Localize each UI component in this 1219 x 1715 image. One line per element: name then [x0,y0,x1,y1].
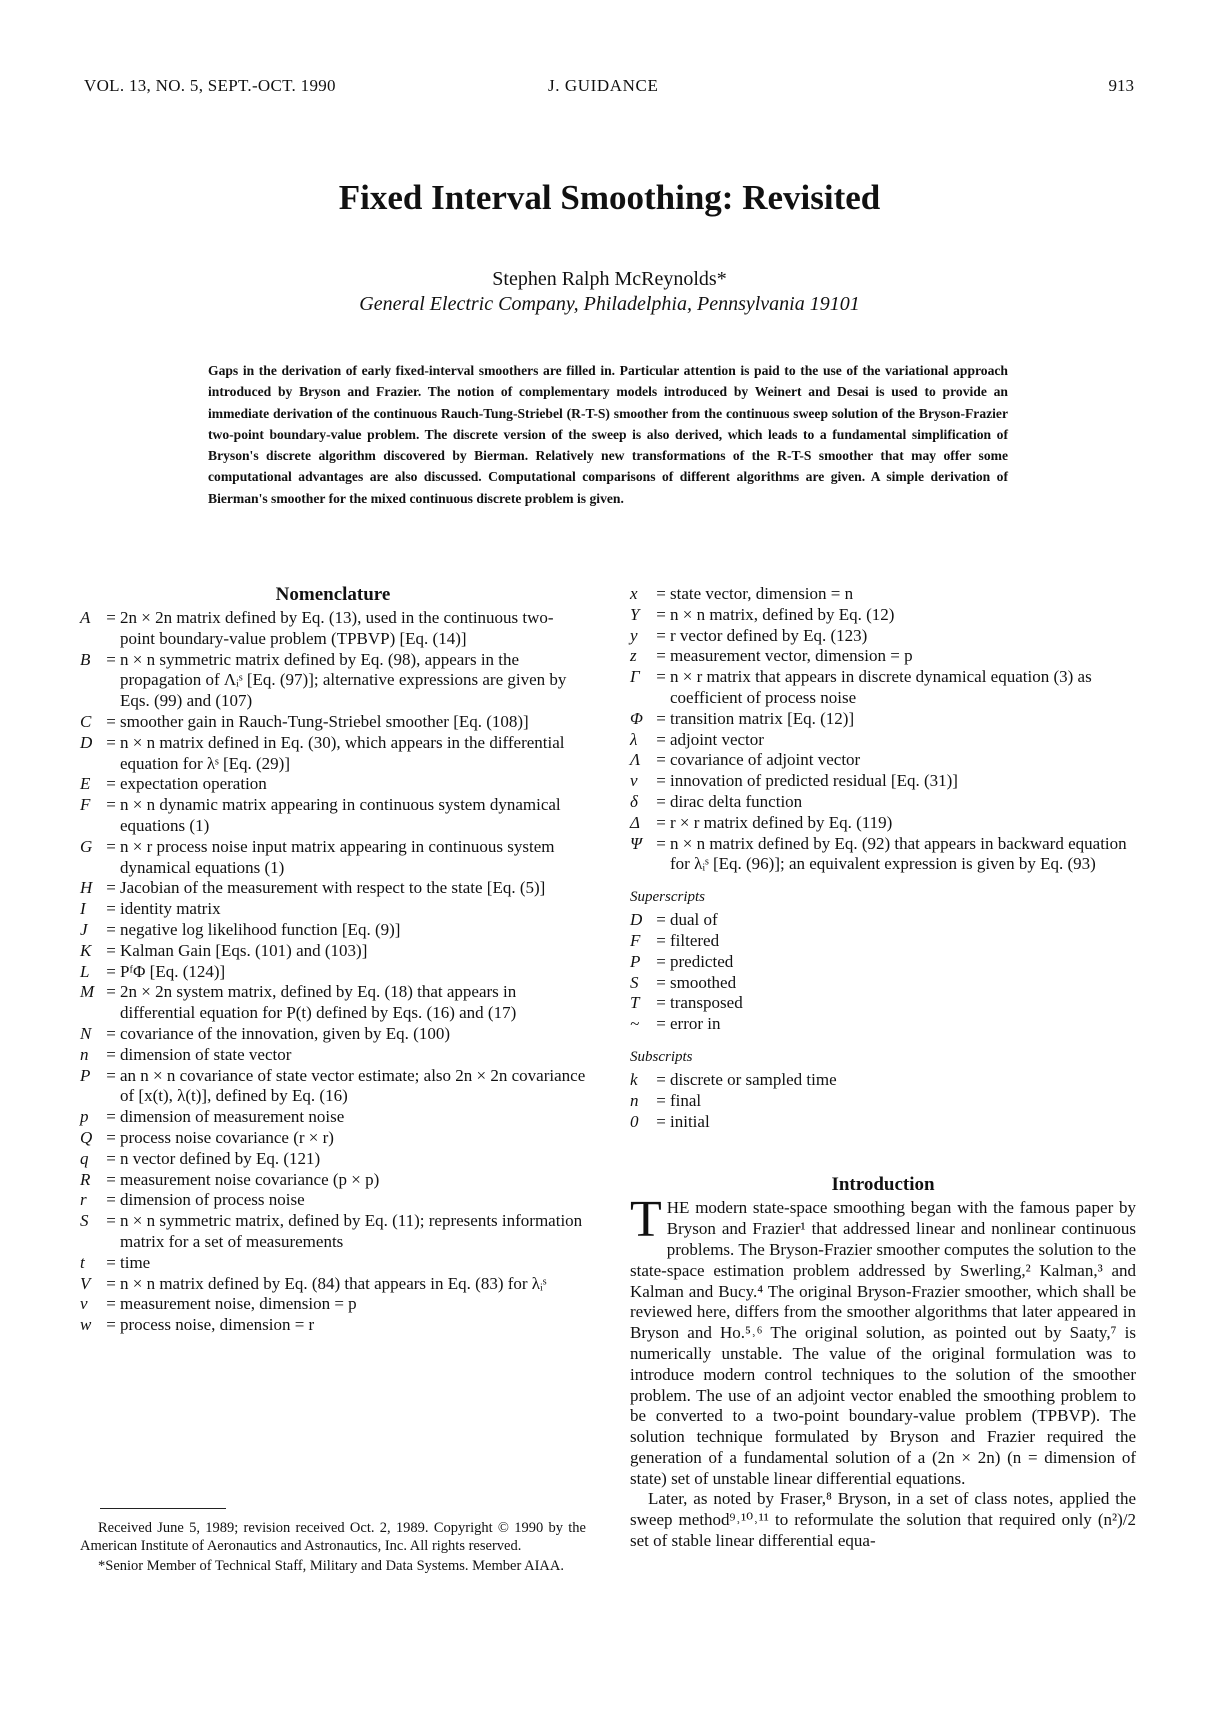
equals-sign: = [656,833,666,853]
nomenclature-definition: r vector defined by Eq. (123) [670,625,868,645]
nomenclature-definition: dimension of process noise [120,1190,305,1210]
nomenclature-symbol: y [630,625,638,645]
nomenclature-symbol: I [80,899,86,919]
nomenclature-entry [80,1294,586,1315]
nomenclature-definition: measurement noise, dimension = p [120,1294,357,1314]
nomenclature-entry [630,952,1136,973]
equals-sign: = [656,667,666,687]
nomenclature-entry [630,646,1136,667]
nomenclature-definition: n × r matrix that appears in discrete dynamical equation (3) as coefficient of process noise [670,667,1092,707]
equals-sign: = [656,1111,666,1131]
page-number: 913 [1108,76,1134,95]
equals-sign: = [106,649,116,669]
nomenclature-definition: filtered [670,930,720,950]
nomenclature-definition: n × n matrix defined by Eq. (84) that appears in Eq. (83) for λᵢˢ [120,1273,547,1293]
running-header [84,76,1134,100]
nomenclature-symbol: Q [80,1127,93,1147]
nomenclature-entry [80,1315,586,1336]
nomenclature-symbol: K [80,940,92,960]
equals-sign: = [106,899,116,919]
intro-paragraph: Later, as noted by Fraser,⁸ Bryson, in a set of class notes, applied the sweep method⁹˒¹⁰˒¹¹ to reformulate the solution that required only (n²)/2 set of stable linear differential equa- [630,1489,1136,1551]
equals-sign: = [106,1065,116,1085]
subscripts-heading: Subscripts [630,1048,693,1065]
nomenclature-definition: final [670,1090,702,1110]
equals-sign: = [656,1014,666,1034]
nomenclature-symbol: P [80,1065,91,1085]
equals-sign: = [656,646,666,666]
nomenclature-entry [630,1070,1136,1091]
nomenclature-symbol: Y [630,604,640,624]
nomenclature-entry [630,973,1136,994]
footnotes [80,1508,586,1576]
nomenclature-entry [630,667,1136,709]
nomenclature-entry [80,837,586,879]
nomenclature-entry [80,1274,586,1295]
equals-sign: = [656,993,666,1013]
drop-cap: T [630,1191,662,1249]
nomenclature-entry [630,584,1136,605]
nomenclature-symbol: D [80,732,93,752]
equals-sign: = [106,1315,116,1335]
intro-paragraph [630,1191,1136,1489]
nomenclature-definition: PᶠΦ [Eq. (124)] [120,961,226,981]
equals-sign: = [656,1069,666,1089]
nomenclature-entry [80,1128,586,1149]
nomenclature-entry [80,795,586,837]
equals-sign: = [106,1044,116,1064]
nomenclature-symbol: v [80,1294,88,1314]
nomenclature-entry [80,733,586,775]
nomenclature-symbol: T [630,993,640,1013]
nomenclature-definition: an n × n covariance of state vector estimate; also 2n × 2n covariance of [x(t), λ(t)], defined by Eq. (16) [120,1065,586,1106]
nomenclature-entry [630,910,1136,931]
nomenclature-symbol: C [80,711,92,731]
right-column [630,584,1136,1552]
nomenclature-entry [80,878,586,899]
nomenclature-entry [80,650,586,712]
nomenclature-heading: Nomenclature [275,584,391,605]
nomenclature-definition: initial [670,1111,710,1131]
nomenclature-symbol: 0 [630,1111,639,1131]
nomenclature-entry [80,712,586,733]
abstract: Gaps in the derivation of early fixed-interval smoothers are filled in. Particular attention is paid to the use of the variational approach introduced by Bryson and Frazier. The notion of complementary models introduced by Weinert and Desai is used to provide an immediate derivation of the continuous Rauch-Tung-Striebel (R-T-S) smoother from the continuous sweep solution of the Bryson-Frazier two-point boundary-value problem. The discrete version of the sweep is also derived, which leads to a fundamental simplification of Bryson's discrete algorithm discovered by Bierman. Relatively new transformations of the R-T-S smoother that may offer some computational advantages are also discussed. Computational comparisons of different algorithms are given. A simple derivation of Bierman's smoother for the mixed continuous discrete problem is given. [208,363,1008,506]
nomenclature-entry [80,982,586,1024]
nomenclature-symbol: Γ [630,667,640,687]
journal-name: J. GUIDANCE [548,76,659,95]
nomenclature-symbol: Δ [630,812,640,832]
nomenclature-definition: transition matrix [Eq. (12)] [670,708,855,728]
nomenclature-definition: dirac delta function [670,791,803,811]
nomenclature-entry [630,750,1136,771]
nomenclature-entry [80,941,586,962]
equals-sign: = [106,774,116,794]
nomenclature-definition: dimension of measurement noise [120,1107,345,1127]
equals-sign: = [106,1127,116,1147]
equals-sign: = [106,1190,116,1210]
nomenclature-definition: Kalman Gain [Eqs. (101) and (103)] [120,940,368,960]
nomenclature-entry [80,1253,586,1274]
nomenclature-definition: n × n dynamic matrix appearing in continuous system dynamical equations (1) [120,795,561,835]
nomenclature-symbol: M [80,982,95,1002]
nomenclature-entry [630,730,1136,751]
nomenclature-symbol: n [80,1044,89,1064]
nomenclature-definition: innovation of predicted residual [Eq. (31)] [670,771,958,791]
equals-sign: = [656,951,666,971]
nomenclature-definition: expectation operation [120,774,267,794]
nomenclature-symbol: J [80,919,88,939]
equals-sign: = [106,1211,116,1231]
equals-sign: = [656,750,666,770]
equals-sign: = [106,1252,116,1272]
nomenclature-symbol: ~ [630,1014,640,1034]
nomenclature-entry [630,1112,1136,1133]
nomenclature-entry [80,899,586,920]
author-name: Stephen Ralph McReynolds* [492,268,727,290]
nomenclature-symbol: z [630,646,637,666]
nomenclature-symbol: Ψ [630,833,642,853]
nomenclature-entry [630,813,1136,834]
superscripts-list [630,910,1136,1035]
nomenclature-symbol: S [630,972,639,992]
nomenclature-symbol: E [80,774,91,794]
nomenclature-definition: process noise covariance (r × r) [120,1127,334,1147]
equals-sign: = [106,795,116,815]
nomenclature-definition: identity matrix [120,899,221,919]
equals-sign: = [106,961,116,981]
nomenclature-definition: n × n matrix defined by Eq. (92) that appears in backward equation for λᵢˢ [Eq. (96)]; an equivalent expression is given by Eq. (93) [670,833,1127,874]
paper-title: Fixed Interval Smoothing: Revisited [338,178,881,217]
equals-sign: = [106,836,116,856]
nomenclature-definition: covariance of adjoint vector [670,750,861,770]
nomenclature-entry [80,1045,586,1066]
nomenclature-definition: predicted [670,951,734,971]
equals-sign: = [656,771,666,791]
nomenclature-symbol: δ [630,791,638,811]
nomenclature-definition: r × r matrix defined by Eq. (119) [670,812,893,832]
equals-sign: = [106,919,116,939]
nomenclature-entry [80,1149,586,1170]
nomenclature-entry [80,962,586,983]
equals-sign: = [106,1273,116,1293]
nomenclature-entry [630,931,1136,952]
nomenclature-list-left [80,608,586,1336]
nomenclature-symbol: F [630,930,641,950]
intro-paragraph-text: HE modern state-space smoothing began with the famous paper by Bryson and Frazier¹ that addressed linear and nonlinear continuous problems. The Bryson-Frazier smoother computes the solution to the state-space estimation problem addressed by Swerling,² Kalman,³ and Kalman and Bucy.⁴ The original Bryson-Frazier smoother, which shall be reviewed here, differs from the smoother algorithms that later appeared in Bryson and Ho.⁵˒⁶ The original solution, as pointed out by Saaty,⁷ is numerically unstable. The value of the original formulation was to introduce modern control techniques to the solution of the smoother problem. The use of an adjoint vector enabled the smoothing problem to be converted to a two-point boundary-value problem (TPBVP). The solution technique formulated by Bryson and Frazier required the generation of a fundamental solution of a (2n × 2n) (n = dimension of state) set of unstable linear differential equations. [630,1198,1136,1488]
nomenclature-symbol: S [80,1211,89,1231]
nomenclature-entry [80,1024,586,1045]
equals-sign: = [656,729,666,749]
footnote-author: *Senior Member of Technical Staff, Military and Data Systems. Member AIAA. [98,1557,564,1574]
equals-sign: = [106,1148,116,1168]
equals-sign: = [106,982,116,1002]
nomenclature-definition: measurement vector, dimension = p [670,646,913,666]
equals-sign: = [106,732,116,752]
equals-sign: = [656,930,666,950]
nomenclature-symbol: G [80,836,93,856]
nomenclature-symbol: n [630,1090,639,1110]
nomenclature-definition: error in [670,1014,721,1034]
nomenclature-definition: n × n matrix defined in Eq. (30), which appears in the differential equation for λˢ [Eq. (29)] [120,732,565,773]
nomenclature-entry [80,1211,586,1253]
nomenclature-entry [630,626,1136,647]
nomenclature-definition: negative log likelihood function [Eq. (9)] [120,919,401,939]
nomenclature-symbol: λ [630,729,638,749]
nomenclature-symbol: Φ [630,708,643,728]
nomenclature-definition: dual of [670,910,718,930]
nomenclature-definition: state vector, dimension = n [670,584,854,603]
equals-sign: = [106,878,116,898]
equals-sign: = [106,1294,116,1314]
introduction-heading: Introduction [831,1174,935,1196]
nomenclature-symbol: N [80,1023,92,1043]
author-affiliation: General Electric Company, Philadelphia, Pennsylvania 19101 [359,293,860,315]
volume-info: VOL. 13, NO. 5, SEPT.-OCT. 1990 [84,76,336,95]
nomenclature-symbol: R [80,1169,91,1189]
nomenclature-definition: smoother gain in Rauch-Tung-Striebel smoother [Eq. (108)] [120,711,529,731]
equals-sign: = [106,1107,116,1127]
nomenclature-symbol: w [80,1315,92,1335]
nomenclature-definition: smoothed [670,972,737,992]
nomenclature-symbol: k [630,1069,638,1089]
equals-sign: = [106,608,116,627]
nomenclature-entry [80,1066,586,1108]
nomenclature-definition: dimension of state vector [120,1044,292,1064]
nomenclature-symbol: r [80,1190,87,1210]
equals-sign: = [656,708,666,728]
nomenclature-entry [80,1170,586,1191]
nomenclature-entry [630,771,1136,792]
equals-sign: = [106,711,116,731]
nomenclature-entry [80,608,586,650]
equals-sign: = [656,604,666,624]
nomenclature-definition: time [120,1252,151,1272]
nomenclature-entry [630,1014,1136,1035]
nomenclature-symbol: q [80,1148,89,1168]
nomenclature-definition: transposed [670,993,743,1013]
nomenclature-symbol: A [80,608,91,627]
nomenclature-definition: n × n symmetric matrix, defined by Eq. (11); represents information matrix for a set of measurements [120,1211,583,1251]
equals-sign: = [106,1169,116,1189]
nomenclature-entry [80,1190,586,1211]
nomenclature-symbol: V [80,1273,91,1293]
nomenclature-symbol: H [80,878,93,898]
equals-sign: = [656,812,666,832]
equals-sign: = [656,910,666,930]
equals-sign: = [656,625,666,645]
nomenclature-entry [80,774,586,795]
nomenclature-definition: discrete or sampled time [670,1069,837,1089]
footnote-rule [100,1508,226,1509]
nomenclature-symbol: D [630,910,643,930]
nomenclature-definition: 2n × 2n system matrix, defined by Eq. (18) that appears in differential equation for P(t) defined by Eqs. (16) and (17) [120,982,517,1023]
introduction-body [630,1191,1136,1552]
equals-sign: = [656,584,666,603]
nomenclature-entry [630,605,1136,626]
nomenclature-symbol: ν [630,771,638,791]
nomenclature-entry [630,709,1136,730]
nomenclature-symbol: L [80,961,90,981]
nomenclature-definition: process noise, dimension = r [120,1315,315,1335]
superscripts-heading: Superscripts [630,889,705,906]
nomenclature-entry [630,792,1136,813]
subscripts-list [630,1070,1136,1132]
equals-sign: = [656,791,666,811]
nomenclature-entry [80,1107,586,1128]
nomenclature-list-right [630,584,1136,875]
equals-sign: = [656,972,666,992]
footnote-received: Received June 5, 1989; revision received Oct. 2, 1989. Copyright © 1990 by the American Institute of Aeronautics and Astronautics, Inc. All rights reserved. [80,1520,586,1555]
nomenclature-symbol: B [80,649,91,669]
nomenclature-definition: 2n × 2n matrix defined by Eq. (13), used in the continuous two-point boundary-value problem (TPBVP) [Eq. (14)] [120,608,554,648]
nomenclature-definition: n × r process noise input matrix appearing in continuous system dynamical equations (1) [120,836,555,877]
nomenclature-definition: Jacobian of the measurement with respect to the state [Eq. (5)] [120,878,546,898]
nomenclature-definition: measurement noise covariance (p × p) [120,1169,380,1189]
nomenclature-entry [80,920,586,941]
equals-sign: = [106,1023,116,1043]
nomenclature-definition: adjoint vector [670,729,764,749]
nomenclature-entry [630,993,1136,1014]
nomenclature-symbol: P [630,951,641,971]
nomenclature-entry [630,1091,1136,1112]
nomenclature-definition: n × n matrix, defined by Eq. (12) [670,604,895,624]
nomenclature-entry [630,834,1136,876]
nomenclature-symbol: t [80,1252,85,1272]
nomenclature-symbol: Λ [630,750,641,770]
nomenclature-symbol: x [630,584,638,603]
nomenclature-symbol: p [80,1107,89,1127]
nomenclature-symbol: F [80,795,91,815]
nomenclature-definition: n × n symmetric matrix defined by Eq. (98), appears in the propagation of Λᵢˢ [Eq. (97)]; alternative expressions are given by Eqs. (99) and (107) [120,649,567,711]
nomenclature-definition: n vector defined by Eq. (121) [120,1148,321,1168]
equals-sign: = [656,1090,666,1110]
nomenclature-definition: covariance of the innovation, given by Eq. (100) [120,1023,450,1043]
equals-sign: = [106,940,116,960]
left-column [80,584,586,1336]
